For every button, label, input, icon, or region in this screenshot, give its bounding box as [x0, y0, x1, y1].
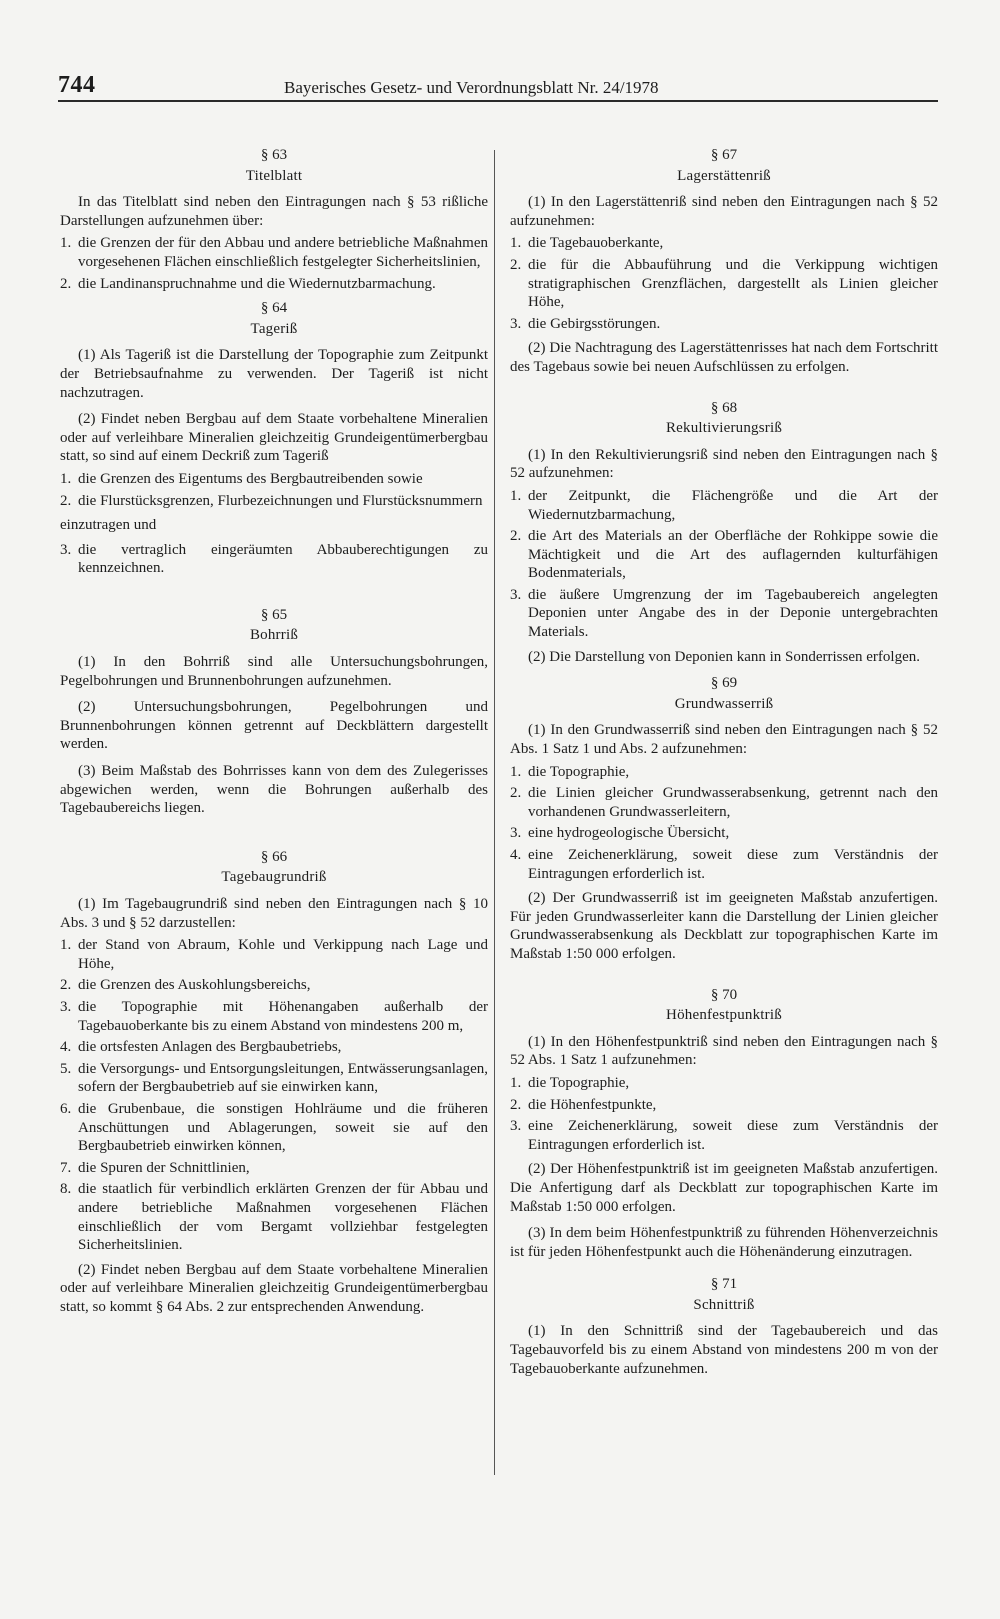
list-item: 2. die Flurstücksgrenzen, Flurbezeichnungen und Flurstücksnummern	[60, 492, 483, 509]
list-item: 2. die Grenzen des Auskohlungsbereichs,	[60, 977, 311, 994]
paragraph: (1) In den Schnittriß sind der Tagebaubereich und das Tagebauvorfeld bis zu einem Abstand von mindestens 200 m von der Tagebauoberkante aufzunehmen.	[510, 1323, 938, 1377]
list-item: 3. die vertraglich eingeräumten Abbauberechtigungen zu kennzeichnen.	[60, 541, 488, 577]
paragraph: (2) Untersuchungsbohrungen, Pegelbohrungen und Brunnenbohrungen können getrennt auf Deckblättern dargestellt werden.	[60, 699, 488, 753]
section-number: § 65	[260, 606, 288, 623]
paragraph: (1) In den Grundwasserriß sind neben den Eintragungen nach § 52 Abs. 1 Satz 1 und Abs. 2 aufzunehmen:	[510, 722, 938, 758]
section-title: Bohrriß	[249, 627, 299, 644]
paragraph: In das Titelblatt sind neben den Eintragungen nach § 53 rißliche Darstellungen aufzunehmen über:	[60, 194, 488, 229]
paragraph: (2) Der Höhenfestpunktriß ist im geeigneten Maßstab anzufertigen. Die Anfertigung darf als Deckblatt zur topographischen Karte im Maßstab 1:50 000 erfolgen.	[510, 1161, 938, 1215]
list-item: 6. die Grubenbaue, die sonstigen Hohlräume und die früheren Anschüttungen und Ablagerungen, soweit sie auf den Bergbaubetrieb einwirken können,	[60, 1100, 488, 1155]
section-title: Rekultivierungsriß	[665, 420, 783, 437]
section-68	[510, 399, 938, 667]
list-item: 3. die äußere Umgrenzung der im Tagebaubereich angelegten Deponien unter Angabe des in der Deponie untergebrachten Materials.	[510, 586, 938, 641]
list-item: 1. der Stand von Abraum, Kohle und Verkippung nach Lage und Höhe,	[60, 937, 488, 972]
paragraph: (1) In den Höhenfestpunktriß sind neben den Eintragungen nach § 52 Abs. 1 Satz 1 aufzunehmen:	[510, 1033, 938, 1069]
paragraph: einzutragen und	[60, 517, 157, 534]
section-title: Höhenfestpunktriß	[666, 1007, 782, 1024]
item-list	[510, 1074, 938, 1154]
paragraph: (3) In dem beim Höhenfestpunktriß zu führenden Höhenverzeichnis ist für jeden Höhenfestpunkt auch die Höhenänderung einzutragen.	[510, 1225, 938, 1260]
section-title: Lagerstättenriß	[677, 167, 771, 184]
paragraph: (2) Findet neben Bergbau auf dem Staate vorbehaltene Mineralien oder auf verleihbare Mineralien gleichzeitig Grundeigentümerbergbau statt, so kommt § 64 Abs. 2 zur entsprechenden Anwendung.	[60, 1261, 488, 1315]
page-number: 744	[58, 72, 96, 98]
column-divider	[494, 150, 495, 1475]
section-number: § 63	[260, 147, 288, 163]
list-item: 1. die Grenzen des Eigentums des Bergbautreibenden sowie	[60, 470, 423, 487]
list-item: 1. die Grenzen der für den Abbau und andere betriebliche Maßnahmen vorgesehenen Flächen einschließlich festgelegter Sicherheitslinien,	[60, 235, 488, 270]
item-list	[510, 487, 938, 642]
paragraph: (2) Die Darstellung von Deponien kann in Sonderrissen erfolgen.	[528, 648, 920, 665]
list-item: 8. die staatlich für verbindlich erklärten Grenzen der für Abbau und andere betriebliche Maßnahmen vorgesehenen Flächen einschließlich der vom Bergamt vollziehbar festgelegten Sicherheitslinien.	[60, 1181, 488, 1254]
list-item: 1. der Zeitpunkt, die Flächengröße und die Art der Wiedernutzbarmachung,	[510, 487, 938, 523]
list-item: 2. die Höhenfestpunkte,	[510, 1096, 657, 1113]
paragraph: (2) Die Nachtragung des Lagerstättenrisses hat nach dem Fortschritt des Tagebaus sowie bei neuen Aufschlüssen zu erfolgen.	[510, 340, 938, 375]
right-column	[510, 146, 938, 1386]
journal-title: Bayerisches Gesetz- und Verordnungsblatt Nr. 24/1978	[284, 78, 659, 97]
list-item: 4. eine Zeichenerklärung, soweit diese zum Verständnis der Eintragungen erforderlich ist.	[510, 847, 938, 882]
section-title: Schnittriß	[693, 1296, 755, 1313]
section-title: Tagebaugrundriß	[221, 869, 327, 886]
paragraph: (1) In den Bohrriß sind alle Untersuchungsbohrungen, Pegelbohrungen und Brunnenbohrungen aufzunehmen.	[60, 654, 488, 689]
section-number: § 70	[710, 986, 738, 1003]
list-item: 3. die Gebirgsstörungen.	[510, 315, 661, 332]
item-list	[60, 470, 488, 510]
paragraph: (2) Findet neben Bergbau auf dem Staate vorbehaltene Mineralien oder auf verleihbare Mineralien gleichzeitig Grundeigentümerbergbau statt, so sind auf einem Deckriß zum Tageriß	[60, 411, 488, 465]
item-list	[60, 936, 488, 1255]
list-item: 1. die Tagebauoberkante,	[510, 235, 664, 252]
section-number: § 67	[710, 147, 738, 163]
list-item: 4. die ortsfesten Anlagen des Bergbaubetriebs,	[60, 1039, 342, 1056]
paragraph: (1) Im Tagebaugrundriß sind neben den Eintragungen nach § 10 Abs. 3 und § 52 darzustellen:	[60, 896, 488, 931]
list-item: 3. eine Zeichenerklärung, soweit diese zum Verständnis der Eintragungen erforderlich ist.	[510, 1118, 938, 1153]
section-63	[60, 146, 488, 293]
paragraph: (1) Als Tageriß ist die Darstellung der Topographie zum Zeitpunkt der Betriebsaufnahme zu verwenden. Der Tageriß ist nicht nachzutragen.	[60, 347, 488, 401]
section-title: Titelblatt	[245, 167, 303, 184]
item-list	[60, 234, 488, 293]
paragraph: (1) In den Rekultivierungsriß sind neben den Eintragungen nach § 52 aufzunehmen:	[510, 446, 938, 482]
item-list	[510, 763, 938, 884]
list-item: 2. die Art des Materials an der Oberfläche der Rohkippe sowie die Mächtigkeit und die Art des auflagernden kulturfähigen Bodenmaterials,	[510, 528, 938, 582]
paragraph: (2) Der Grundwasserriß ist im geeigneten Maßstab anzufertigen. Für jeden Grundwasserleiter kann die Darstellung der Linien gleicher Grundwasserabsenkung als Deckblatt zur topographischen Karte im Maßstab 1:50 000 erfolgen.	[510, 890, 938, 962]
list-item: 2. die für die Abbauführung und die Verkippung wichtigen stratigraphischen Grenzflächen, dargestellt als Linien gleicher Höhe,	[510, 256, 938, 311]
section-title: Grundwasserriß	[674, 695, 774, 712]
list-item: 3. eine hydrogeologische Übersicht,	[510, 825, 730, 842]
section-64	[60, 299, 488, 578]
paragraph: (3) Beim Maßstab des Bohrrisses kann von dem des Zulegerisses abgewichen werden, wenn die Bohrungen außerhalb des Tagebaubereichs liegen.	[60, 763, 488, 817]
list-item: 2. die Linien gleicher Grundwasserabsenkung, getrennt nach den vorhandenen Grundwasserleitern,	[510, 785, 938, 820]
item-list	[60, 541, 488, 578]
section-66	[60, 848, 488, 1317]
list-item: 1. die Topographie,	[510, 1074, 630, 1091]
section-number: § 64	[260, 300, 288, 317]
list-item: 2. die Landinanspruchnahme und die Wiedernutzbarmachung.	[60, 275, 436, 292]
section-65	[60, 606, 488, 818]
page-header	[58, 70, 938, 102]
list-item: 5. die Versorgungs- und Entsorgungsleitungen, Entwässerungsanlagen, sofern der Bergbaubetrieb auf sie einwirken kann,	[60, 1060, 488, 1096]
section-70	[510, 986, 938, 1262]
section-number: § 66	[260, 848, 288, 865]
section-number: § 69	[710, 675, 738, 692]
section-67	[510, 146, 938, 377]
section-69	[510, 674, 938, 963]
left-column	[60, 146, 488, 1324]
section-71	[510, 1275, 938, 1378]
section-title: Tageriß	[250, 320, 298, 337]
list-item: 7. die Spuren der Schnittlinien,	[60, 1159, 250, 1176]
list-item: 3. die Topographie mit Höhenangaben außerhalb der Tagebauoberkante bis zu einem Abstand von mindestens 200 m,	[60, 998, 488, 1034]
item-list	[510, 234, 938, 333]
section-number: § 71	[710, 1276, 738, 1293]
paragraph: (1) In den Lagerstättenriß sind neben den Eintragungen nach § 52 aufzunehmen:	[510, 194, 938, 229]
list-item: 1. die Topographie,	[510, 763, 630, 780]
section-number: § 68	[710, 399, 738, 416]
